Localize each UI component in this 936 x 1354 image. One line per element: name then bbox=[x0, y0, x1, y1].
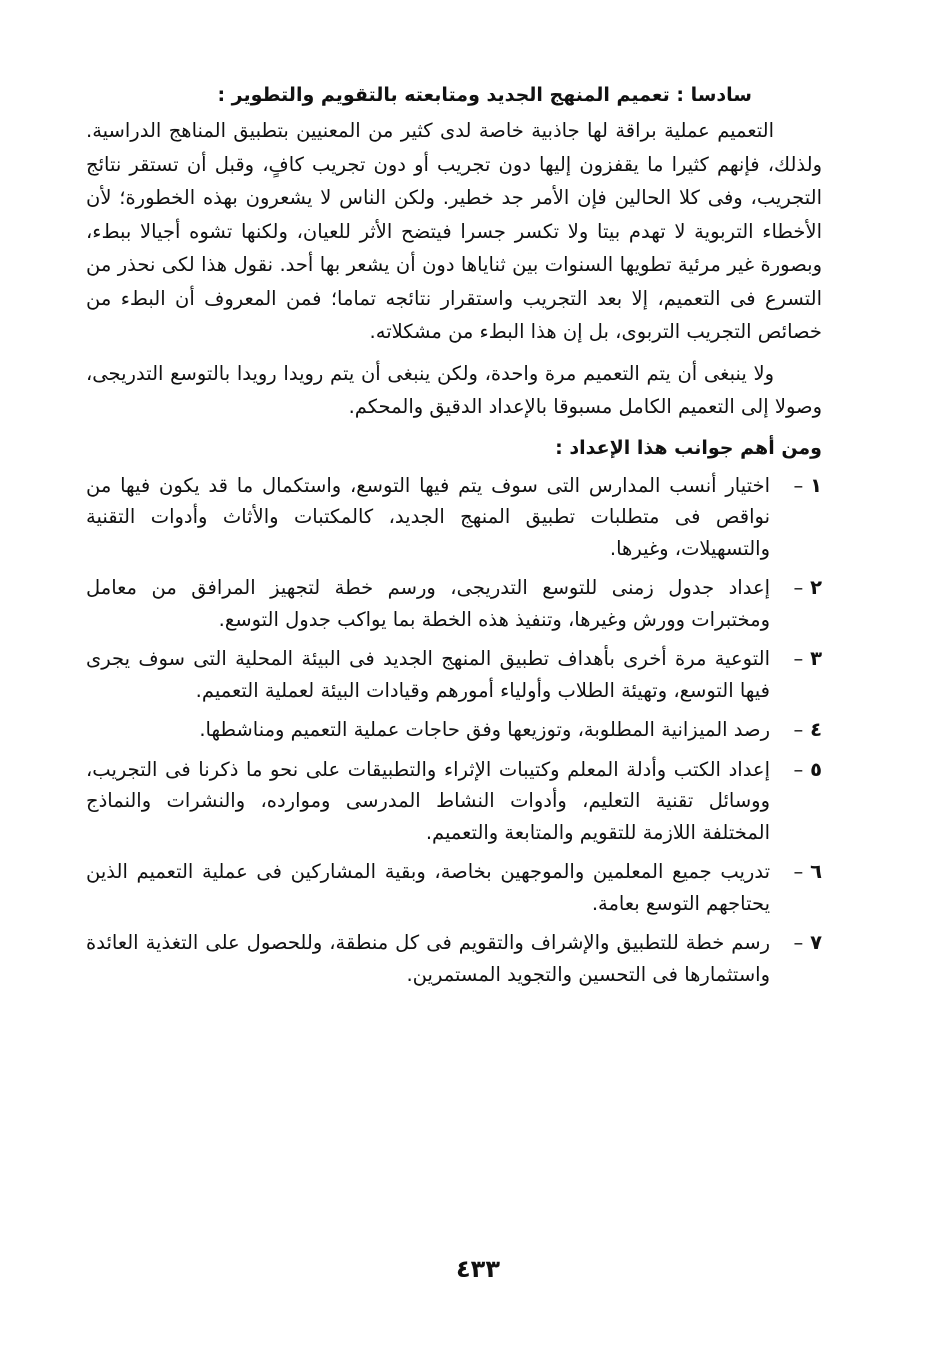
list-item bbox=[86, 714, 822, 746]
list-item-text: اختيار أنسب المدارس التى سوف يتم فيها التوسع، واستكمال ما قد يكون فيها من نواقص فى متطلبات تطبيق المنهج الجديد، كالمكتبات والأثاث وأدوات التقنية والتسهيلات، وغيرها. bbox=[86, 473, 770, 560]
list-item-number: ٥ – bbox=[793, 757, 822, 781]
list-heading: ومن أهم جوانب هذا الإعداد : bbox=[555, 436, 822, 459]
list-item-number: ١ – bbox=[793, 473, 822, 497]
paragraph: ولا ينبغى أن يتم التعميم مرة واحدة، ولكن ينبغى أن يتم رويدا رويدا بالتوسع التدريجى، وصولا إلى التعميم الكامل مسبوقا بالإعداد الدقيق والمحكم. bbox=[86, 361, 822, 418]
list-item-number: ٣ – bbox=[793, 647, 822, 670]
paragraph: التعميم عملية براقة لها جاذبية خاصة لدى كثير من المعنيين بتطبيق المناهج الدراسية. ولذلك، فإنهم كثيرا ما يقفزون إليها دون تجريب أو دون تجريب كافٍ، وقبل أن تستقر نتائج التجريب، وفى كلا الحالين فإن الأمر جد خطير. ولكن الناس لا يشعرون بهذه الخطورة؛ لأن الأخطاء التربوية لا تهدم بيتا ولا تكسر جسرا فيتضح الأثر للعيان، ولكنها تشوه أجيالا ببطء، وبصورة غير مرئية تطويها السنوات بين ثناياها دون أن يشعر بها أحد. نقول هذا لكى نحذر من التسرع فى التعميم، إلا بعد التجريب واستقرار نتائجه تماما؛ فمن المعروف أن البطء من خصائص التجريب التربوى، بل إن هذا البطء من مشكلاته. bbox=[86, 119, 822, 343]
list-item bbox=[86, 754, 822, 849]
list-item-text: تدريب جميع المعلمين والموجهين بخاصة، وبقية المشاركين فى عملية التعميم الذين يحتاجهم التوسع بعامة. bbox=[86, 860, 770, 915]
list-item-number: ٦ – bbox=[793, 860, 822, 883]
list-item-text: رصد الميزانية المطلوبة، وتوزيعها وفق حاجات عملية التعميم ومناشطها. bbox=[199, 718, 770, 741]
list-item bbox=[86, 572, 822, 635]
list-item-text: إعداد جدول زمنى للتوسع التدريجى، ورسم خطة لتجهيز المرافق من معامل ومختبرات وورش وغيرها، وتنفيذ هذه الخطة بما يواكب جدول التوسع. bbox=[86, 576, 770, 631]
list-item-text: رسم خطة للتطبيق والإشراف والتقويم فى كل منطقة، وللحصول على التغذية العائدة واستثمارها فى التحسين والتجويد المستمرين. bbox=[86, 931, 770, 986]
list-item-number: ٧ – bbox=[793, 931, 822, 954]
page-number: ٤٣٣ bbox=[456, 1255, 500, 1283]
section-heading: سادسا : تعميم المنهج الجديد ومتابعته بالتقويم والتطوير : bbox=[217, 84, 752, 106]
list-item-number: ٤ – bbox=[793, 718, 822, 741]
list-item-number: ٢ – bbox=[793, 576, 822, 599]
page-body bbox=[86, 80, 822, 998]
list-item bbox=[86, 856, 822, 919]
list-item-text: التوعية مرة أخرى بأهداف تطبيق المنهج الجديد فى البيئة المحلية التى سوف يجرى فيها التوسع، وتهيئة الطلاب وأولياء أمورهم وقيادات البيئة لعملية التعميم. bbox=[86, 647, 770, 702]
list-item bbox=[86, 927, 822, 990]
list-item-text: إعداد الكتب وأدلة المعلم وكتيبات الإثراء والتطبيقات على نحو ما ذكرنا فى التجريب، ووسائل تقنية التعليم، وأدوات النشاط المدرسى وموارده، والنشرات والنماذج المختلفة اللازمة للتقويم والمتابعة والتعميم. bbox=[86, 757, 770, 844]
list-item bbox=[86, 470, 822, 565]
list-item bbox=[86, 643, 822, 706]
preparation-list bbox=[86, 470, 822, 991]
